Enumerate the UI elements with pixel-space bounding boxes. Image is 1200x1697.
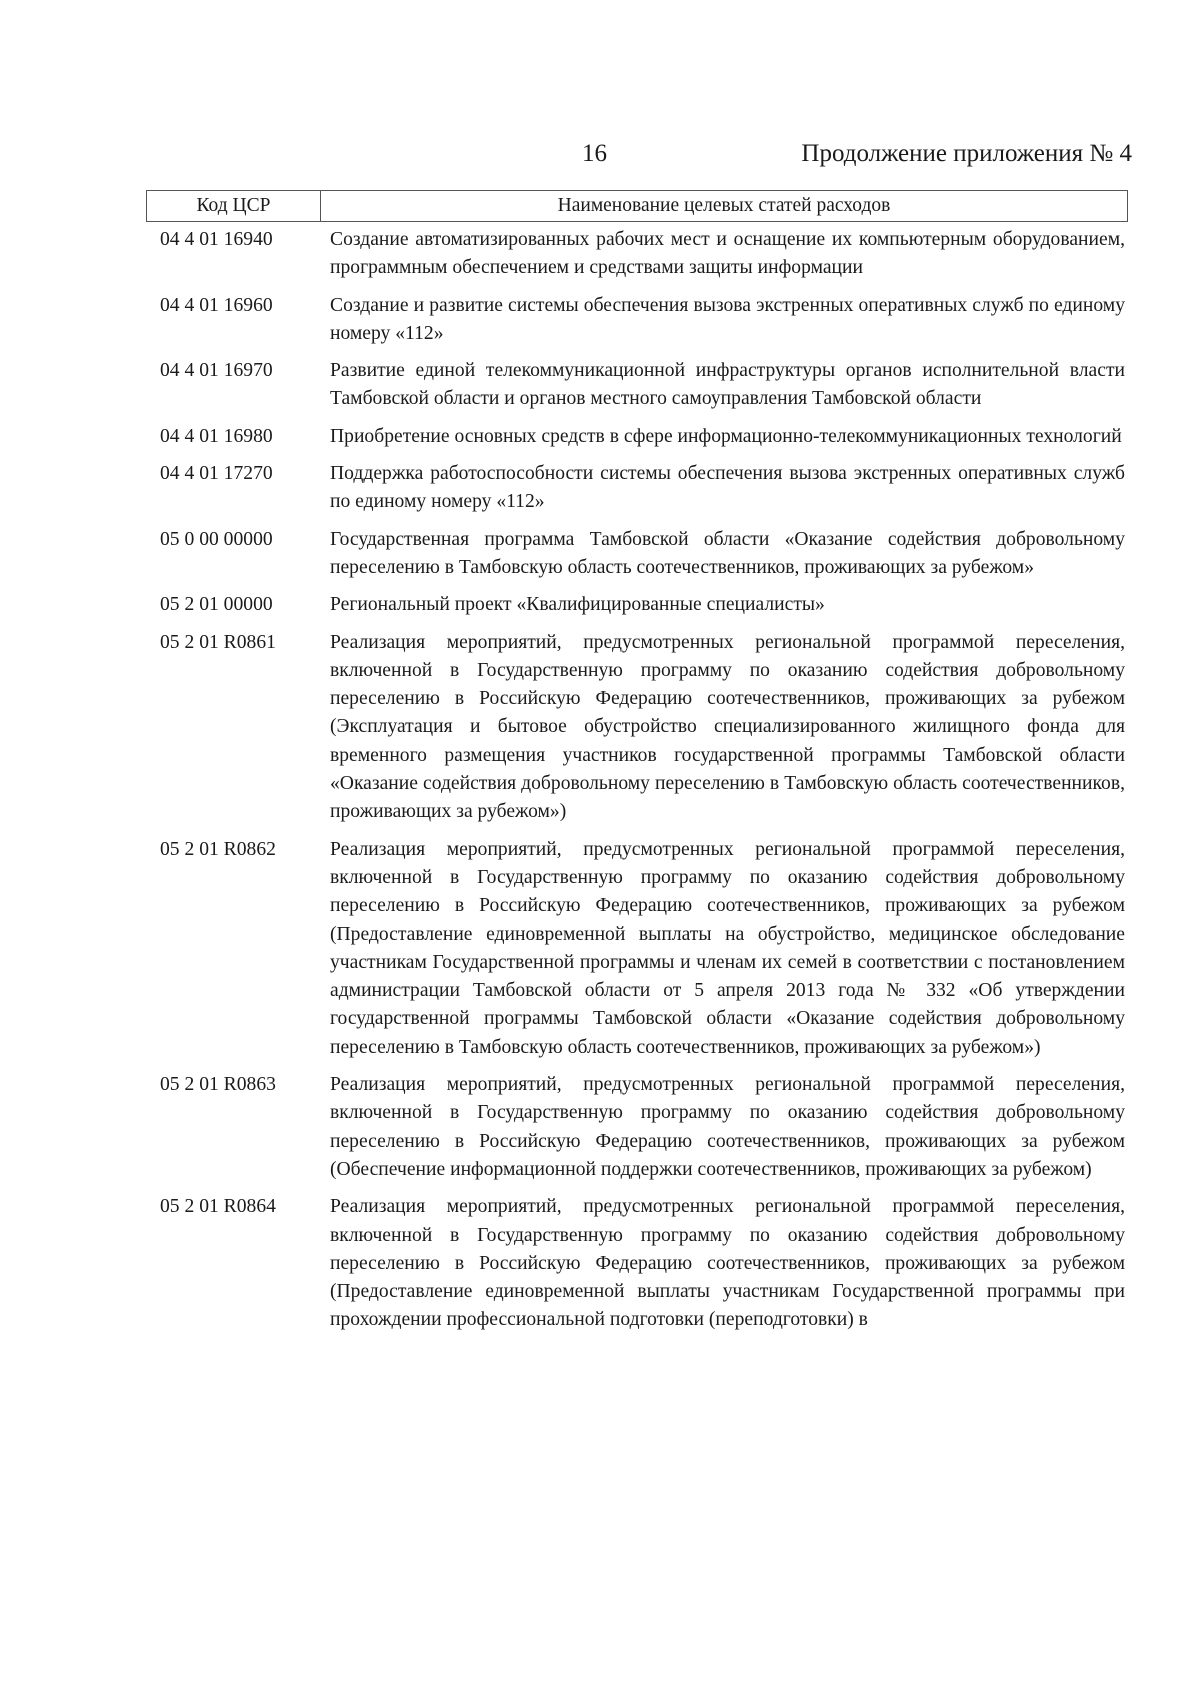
page-number: 16 (582, 140, 607, 167)
row-description: Региональный проект «Квалифицированные специалисты» (330, 594, 825, 616)
row-code: 04 4 01 16980 (160, 425, 273, 447)
table-row (160, 526, 1135, 583)
continuation-title: Продолжение приложения № 4 (801, 140, 1132, 167)
table-row (160, 591, 1135, 619)
row-code: 04 4 01 17270 (160, 463, 273, 485)
table-row (160, 1071, 1135, 1184)
row-description: Государственная программа Тамбовской области «Оказание содействия добровольному переселению в Тамбовскую область соотечественников, проживающих за рубежом» (330, 528, 1125, 578)
table-row (160, 357, 1135, 414)
row-code: 05 0 00 00000 (160, 528, 273, 550)
row-code: 04 4 01 16960 (160, 294, 273, 316)
table-row (160, 226, 1135, 283)
row-code: 04 4 01 16940 (160, 229, 273, 250)
row-code: 05 2 01 R0861 (160, 631, 276, 653)
table-row (160, 836, 1135, 1062)
table-row (160, 1193, 1135, 1334)
row-description: Реализация мероприятий, предусмотренных региональной программой переселения, включенной в Государственную программу по оказанию содействия добровольному переселению в Российскую Федерацию соотечественников, проживающих за рубежом (Предоставление единовременной выплаты участникам Государственной программы при прохождении профессиональной подготовки (переподготовки) в (330, 1196, 1125, 1331)
row-description: Приобретение основных средств в сфере информационно-телекоммуникационных технологий (330, 425, 1122, 447)
row-code: 04 4 01 16970 (160, 360, 273, 382)
row-description: Создание автоматизированных рабочих мест и оснащение их компьютерным оборудованием, программным обеспечением и средствами защиты информации (330, 229, 1125, 279)
table-row (160, 292, 1135, 349)
table-row (160, 460, 1135, 517)
table-header (146, 190, 1128, 222)
table-body (160, 226, 1135, 1344)
table-row (160, 423, 1135, 451)
row-description: Реализация мероприятий, предусмотренных региональной программой переселения, включенной в Государственную программу по оказанию содействия добровольному переселению в Российскую Федерацию соотечественников, проживающих за рубежом (Предоставление единовременной выплаты на обустройство, медицинское обследование участникам Государственной программы и членам их семей в соответствии с постановлением администрации Тамбовской области от 5 апреля 2013 года № 332 «Об утверждении государственной программы Тамбовской области «Оказание содействия добровольному переселению в Тамбовскую область соотечественников, проживающих за рубежом») (330, 838, 1125, 1058)
row-description: Реализация мероприятий, предусмотренных региональной программой переселения, включенной в Государственную программу по оказанию содействия добровольному переселению в Российскую Федерацию соотечественников, проживающих за рубежом (Эксплуатация и бытовое обустройство специализированного жилищного фонда для временного размещения участников государственной программы Тамбовской области «Оказание содействия добровольному переселению в Тамбовскую область соотечественников, проживающих за рубежом») (330, 631, 1125, 823)
row-code: 05 2 01 R0862 (160, 838, 276, 860)
row-description: Развитие единой телекоммуникационной инфраструктуры органов исполнительной власти Тамбовской области и органов местного самоуправления Тамбовской области (330, 360, 1125, 410)
row-code: 05 2 01 00000 (160, 594, 273, 616)
column-header-code: Код ЦСР (147, 191, 321, 221)
row-description: Поддержка работоспособности системы обеспечения вызова экстренных оперативных служб по единому номеру «112» (330, 463, 1125, 513)
row-description: Создание и развитие системы обеспечения вызова экстренных оперативных служб по единому номеру «112» (330, 294, 1125, 344)
row-code: 05 2 01 R0863 (160, 1074, 276, 1096)
table-row (160, 629, 1135, 827)
column-header-name: Наименование целевых статей расходов (557, 195, 891, 216)
row-description: Реализация мероприятий, предусмотренных региональной программой переселения, включенной в Государственную программу по оказанию содействия добровольному переселению в Российскую Федерацию соотечественников, проживающих за рубежом (Обеспечение информационной поддержки соотечественников, проживающих за рубежом) (330, 1074, 1125, 1180)
row-code: 05 2 01 R0864 (160, 1196, 276, 1218)
